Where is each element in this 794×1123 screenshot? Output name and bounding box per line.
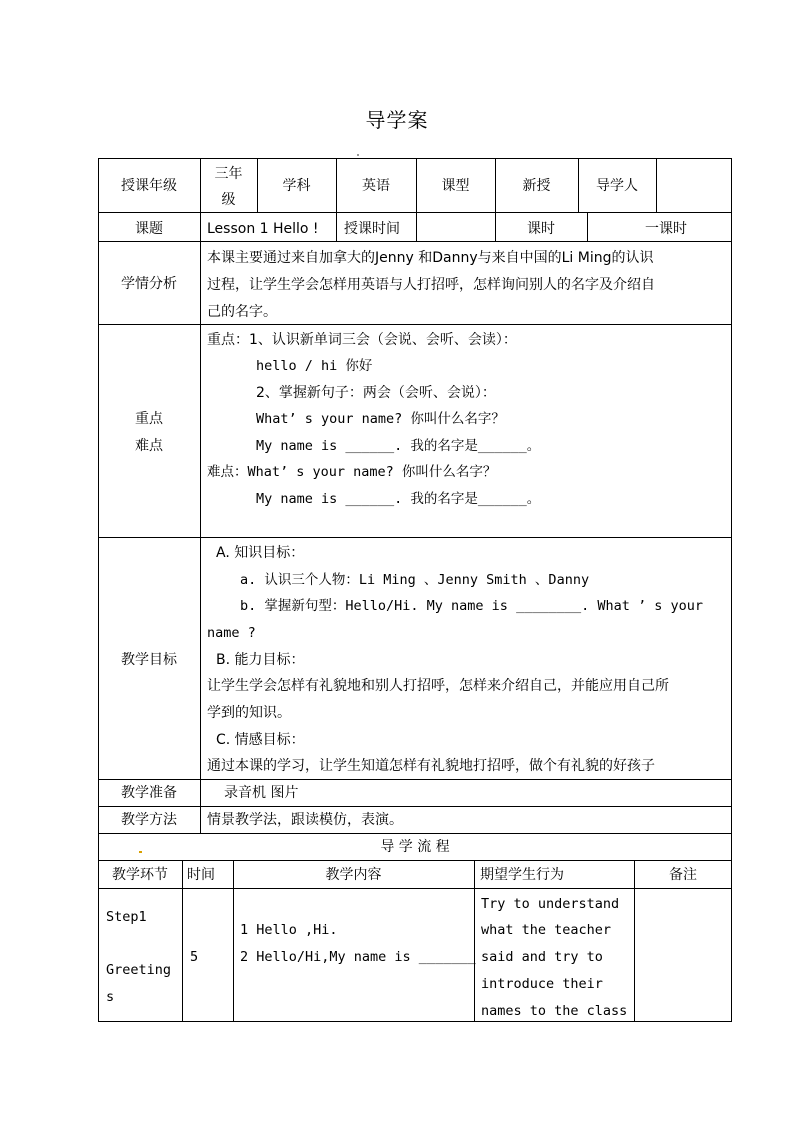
step-name: Greeting bbox=[106, 962, 172, 978]
objective-line: name ? bbox=[207, 625, 256, 641]
objective-heading: B. 能力目标： bbox=[216, 652, 305, 668]
row-divider bbox=[98, 537, 732, 538]
objectives-label: 教学目标 bbox=[121, 652, 177, 668]
period-label: 课时 bbox=[527, 221, 555, 237]
subject-label: 学科 bbox=[282, 178, 311, 194]
flow-header-note: 备注 bbox=[669, 867, 697, 883]
key-line: hello / hi 你好 bbox=[256, 358, 373, 374]
author-label: 导学人 bbox=[596, 178, 638, 194]
prep-label: 教学准备 bbox=[121, 785, 177, 801]
type-value: 新授 bbox=[522, 178, 551, 194]
step-behavior: what the teacher bbox=[481, 922, 612, 938]
topic-value: Lesson 1 Hello ! bbox=[207, 221, 319, 237]
objective-heading: A. 知识目标： bbox=[216, 545, 305, 561]
step-behavior: names to the class bbox=[481, 1003, 628, 1019]
step-behavior: Try to understand bbox=[481, 896, 620, 912]
flow-header-time: 时间 bbox=[187, 867, 215, 883]
step-content: 2 Hello/Hi,My name is _______ bbox=[240, 949, 476, 965]
objective-heading: C. 情感目标： bbox=[216, 732, 305, 748]
flow-header-step: 教学环节 bbox=[112, 867, 168, 883]
type-label: 课型 bbox=[441, 178, 470, 194]
prep-value: 录音机 图片 bbox=[224, 785, 299, 801]
step-name: Step1 bbox=[106, 909, 147, 925]
row-divider bbox=[98, 860, 732, 861]
grade-label: 授课年级 bbox=[121, 178, 177, 194]
objective-line: 通过本课的学习，让学生知道怎样有礼貌地打招呼，做个有礼貌的好孩子 bbox=[207, 758, 655, 774]
row-divider bbox=[98, 888, 732, 889]
objective-line: 让学生学会怎样有礼貌地和别人打招呼，怎样来介绍自己，并能应用自己所 bbox=[207, 678, 669, 694]
method-value: 情景教学法，跟读模仿，表演。 bbox=[207, 812, 403, 828]
key-label: 重点 bbox=[135, 411, 163, 427]
key-line: What’ s your name? 你叫什么名字？ bbox=[256, 411, 505, 427]
analysis-line: 过程，让学生学会怎样用英语与人打招呼，怎样询问别人的名字及介绍自 bbox=[207, 277, 655, 293]
key-line: 重点：1、认识新单词三会（会说、会听、会读）： bbox=[207, 332, 517, 348]
row-divider bbox=[98, 212, 732, 213]
grade-value: 三年 bbox=[214, 166, 243, 182]
analysis-line: 本课主要通过来自加拿大的Jenny 和Danny与来自中国的Li Ming的认识 bbox=[207, 250, 654, 266]
flow-header-content: 教学内容 bbox=[325, 867, 382, 883]
difficulty-line: 难点：What’ s your name? 你叫什么名字？ bbox=[207, 464, 497, 480]
analysis-label: 学情分析 bbox=[121, 276, 177, 292]
flow-header-behavior: 期望学生行为 bbox=[480, 867, 564, 883]
subject-value: 英语 bbox=[362, 178, 390, 194]
decorative-dot bbox=[357, 154, 359, 156]
analysis-line: 己的名字。 bbox=[207, 304, 277, 320]
step-time: 5 bbox=[190, 949, 199, 965]
row-divider bbox=[98, 779, 732, 780]
row-divider bbox=[98, 241, 732, 242]
key-line: My name is ______. 我的名字是______。 bbox=[256, 438, 541, 454]
difficulty-label: 难点 bbox=[135, 438, 163, 454]
step-behavior: introduce their bbox=[481, 976, 603, 992]
objective-line: a. 认识三个人物：Li Ming 、Jenny Smith 、Danny bbox=[240, 572, 590, 588]
flow-title: 导 学 流 程 bbox=[380, 839, 450, 855]
time-label: 授课时间 bbox=[344, 221, 400, 237]
objective-line: b. 掌握新句型：Hello/Hi. My name is ________. What ’ s your bbox=[240, 598, 704, 614]
step-behavior: said and try to bbox=[481, 949, 603, 965]
difficulty-line: My name is ______. 我的名字是______。 bbox=[256, 491, 541, 507]
objective-line: 学到的知识。 bbox=[207, 705, 291, 721]
method-label: 教学方法 bbox=[121, 812, 177, 828]
step-name: s bbox=[106, 989, 115, 1005]
step-content: 1 Hello ,Hi. bbox=[240, 922, 338, 938]
document-title: 导学案 bbox=[365, 108, 429, 132]
row-divider bbox=[98, 324, 732, 325]
key-line: 2、掌握新句子：两会（会听、会说）： bbox=[256, 385, 496, 401]
row-divider bbox=[98, 833, 732, 834]
row-divider bbox=[98, 806, 732, 807]
decorative-mark bbox=[139, 851, 142, 853]
topic-label: 课题 bbox=[135, 221, 163, 237]
period-value: 一课时 bbox=[645, 221, 687, 237]
grade-value-cont: 级 bbox=[221, 192, 236, 208]
